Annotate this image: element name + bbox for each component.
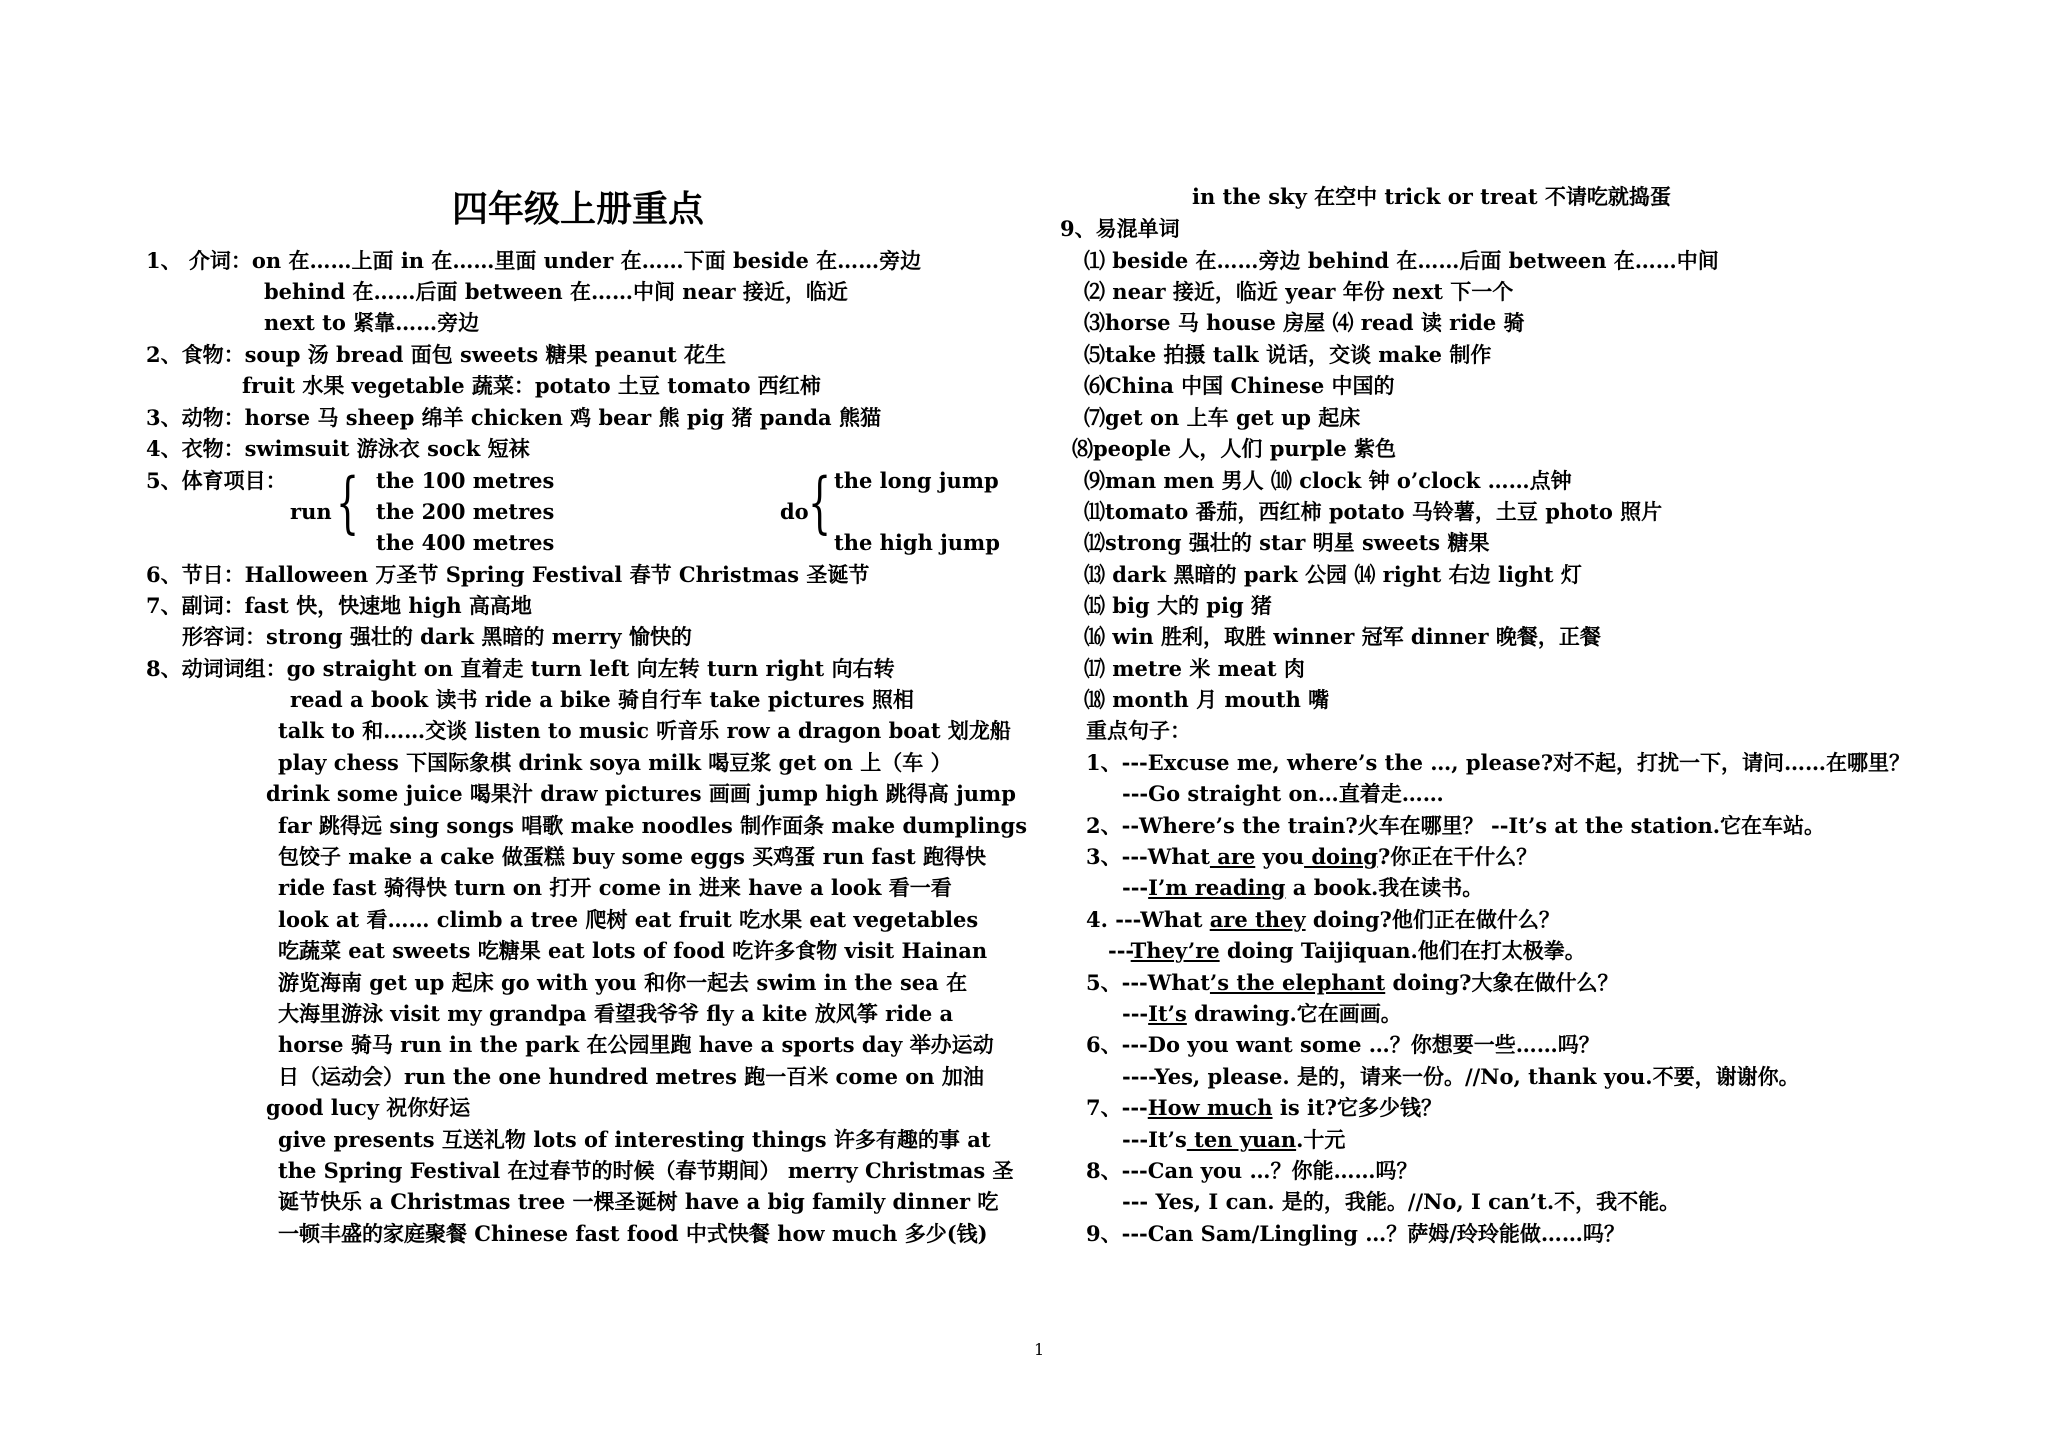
adverbs-line: 7、副词：fast 快，快速地 high 高高地 [146,593,532,618]
word-pair-line: ⑶horse 马 house 房屋 ⑷ read 读 ride 骑 [1084,310,1525,335]
word-pair-line: ⑾tomato 番茄，西红柿 potato 马铃薯，土豆 photo 照片 [1084,499,1663,524]
food-line: 2、食物：soup 汤 bread 面包 sweets 糖果 peanut 花生 [146,342,727,367]
animals-line: 3、动物：horse 马 sheep 绵羊 chicken 鸡 bear 熊 pig 猪 panda 熊猫 [146,405,881,430]
word-pair-line: ⑿strong 强壮的 star 明星 sweets 糖果 [1084,530,1490,555]
verb-phrases-line: drink some juice 喝果汁 draw pictures 画画 jump high 跳得高 jump [266,781,1016,806]
word-pair-line: ⑺get on 上车 get up 起床 [1084,405,1361,430]
verb-phrases-line: 8、动词词组：go straight on 直着走 turn left 向左转 turn right 向右转 [146,656,895,681]
sentence-line: ---I’m reading a book.我在读书。 [1122,875,1484,900]
word-pair-line: ⑹China 中国 Chinese 中国的 [1084,373,1395,398]
left-brace-icon: { [808,464,832,541]
confusable-words-heading: 9、易混单词 [1060,216,1180,241]
sentence-line: 8、---Can you …？你能……吗？ [1086,1158,1418,1183]
verb-phrases-line: horse 骑马 run in the park 在公园里跑 have a sports day 举办运动 [278,1032,994,1057]
verb-phrases-line: look at 看…… climb a tree 爬树 eat fruit 吃水果 eat vegetables [278,907,979,932]
verb-phrases-line: good lucy 祝你好运 [266,1095,471,1120]
word-pair-line: ⒀ dark 黑暗的 park 公园 ⒁ right 右边 light 灯 [1084,562,1582,587]
verb-phrases-line: 一顿丰盛的家庭聚餐 Chinese fast food 中式快餐 how much 多少(钱) [278,1221,988,1246]
sentence-line: 2、--Where’s the train?火车在哪里？ --It’s at the station.它在车站。 [1086,813,1826,838]
sport-item: the 200 metres [376,499,555,524]
verb-phrases-line: 吃蔬菜 eat sweets 吃糖果 eat lots of food 吃许多食物 visit Hainan [278,938,988,963]
verb-phrases-line: 诞节快乐 a Christmas tree 一棵圣诞树 have a big family dinner 吃 [278,1189,999,1214]
food-line: fruit 水果 vegetable 蔬菜：potato 土豆 tomato 西红柿 [242,373,821,398]
key-sentences-heading: 重点句子： [1086,718,1191,743]
sentence-line: 3、---What are you doing?你正在干什么？ [1086,844,1538,869]
verb-phrases-line: the Spring Festival 在过春节的时候（春节期间） merry Christmas 圣 [278,1158,1014,1183]
page-number: 1 [1034,1340,1045,1359]
sentence-line: ----Yes, please. 是的，请来一份。//No, thank you.不要，谢谢你。 [1122,1064,1800,1089]
sport-item: the high jump [834,530,1000,555]
word-pair-line: ⒃ win 胜利，取胜 winner 冠军 dinner 晚餐，正餐 [1084,624,1601,649]
prepositions-line: 1、 介词：on 在……上面 in 在……里面 under 在……下面 beside 在……旁边 [146,248,922,273]
left-brace-icon: { [336,464,360,541]
word-pair-line: ⒄ metre 米 meat 肉 [1084,656,1305,681]
sport-item: the 100 metres [376,468,555,493]
prepositions-line: next to 紧靠……旁边 [264,310,480,335]
prepositions-line: behind 在……后面 between 在……中间 near 接近，临近 [264,279,848,304]
sentence-line: 9、---Can Sam/Lingling …？萨姆/玲玲能做……吗？ [1086,1221,1625,1246]
clothes-line: 4、衣物：swimsuit 游泳衣 sock 短袜 [146,436,530,461]
verb-phrases-line: 日（运动会）run the one hundred metres 跑一百米 come on 加油 [278,1064,984,1089]
phrases-continued-line: in the sky 在空中 trick or treat 不请吃就捣蛋 [1192,184,1671,209]
word-pair-line: ⒂ big 大的 pig 猪 [1084,593,1272,618]
verb-phrases-line: 游览海南 get up 起床 go with you 和你一起去 swim in the sea 在 [278,970,968,995]
verb-phrases-line: read a book 读书 ride a bike 骑自行车 take pictures 照相 [290,687,914,712]
verb-phrases-line: ride fast 骑得快 turn on 打开 come in 进来 have a look 看一看 [278,875,952,900]
sentence-line: ---They’re doing Taijiquan.他们在打太极拳。 [1108,938,1586,963]
sentence-line: 4. ---What are they doing?他们正在做什么？ [1086,907,1560,932]
word-pair-line: ⑻people 人，人们 purple 紫色 [1072,436,1397,461]
word-pair-line: ⑸take 拍摄 talk 说话，交谈 make 制作 [1084,342,1492,367]
word-pair-line: ⑵ near 接近，临近 year 年份 next 下一个 [1084,279,1514,304]
verb-phrases-line: far 跳得远 sing songs 唱歌 make noodles 制作面条 make dumplings [278,813,1028,838]
run-label: run [290,499,332,524]
festivals-line: 6、节日：Halloween 万圣节 Spring Festival 春节 Christmas 圣诞节 [146,562,870,587]
sport-item: the 400 metres [376,530,555,555]
verb-phrases-line: 大海里游泳 visit my grandpa 看望我爷爷 fly a kite 放风筝 ride a [278,1001,954,1026]
sentence-line: 7、---How much is it?它多少钱？ [1086,1095,1442,1120]
sentence-line: 6、---Do you want some …？你想要一些……吗？ [1086,1032,1600,1057]
sentence-line: 5、---What’s the elephant doing?大象在做什么？ [1086,970,1619,995]
word-pair-line: ⒅ month 月 mouth 嘴 [1084,687,1330,712]
adjectives-line: 形容词：strong 强壮的 dark 黑暗的 merry 愉快的 [182,624,692,649]
sentence-line: ---It’s ten yuan.十元 [1122,1127,1346,1152]
word-pair-line: ⑼man men 男人 ⑽ clock 钟 o’clock ……点钟 [1084,468,1572,493]
sentence-line: ---Go straight on…直着走…… [1122,781,1444,806]
verb-phrases-line: 包饺子 make a cake 做蛋糕 buy some eggs 买鸡蛋 run fast 跑得快 [278,844,986,869]
do-label: do [780,499,809,524]
sentence-line: --- Yes, I can. 是的，我能。//No, I can’t.不，我不能。 [1122,1189,1681,1214]
verb-phrases-line: talk to 和……交谈 listen to music 听音乐 row a dragon boat 划龙船 [278,718,1011,743]
sentence-line: 1、---Excuse me, where’s the …, please?对不起，打扰一下，请问……在哪里？ [1086,750,1910,775]
sport-item: the long jump [834,468,999,493]
word-pair-line: ⑴ beside 在……旁边 behind 在……后面 between 在……中间 [1084,248,1719,273]
verb-phrases-line: play chess 下国际象棋 drink soya milk 喝豆浆 get on 上（车 ） [278,750,952,775]
sentence-line: ---It’s drawing.它在画画。 [1122,1001,1402,1026]
page-title: 四年级上册重点 [452,188,705,230]
verb-phrases-line: give presents 互送礼物 lots of interesting things 许多有趣的事 at [278,1127,991,1152]
sports-heading: 5、体育项目： [146,468,287,493]
